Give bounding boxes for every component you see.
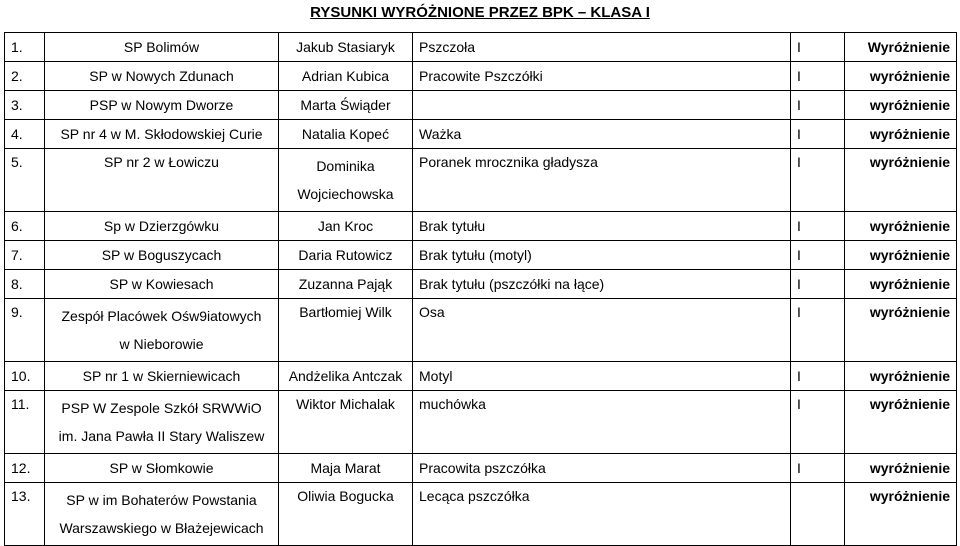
table-row — [5, 62, 957, 91]
class-cell: I — [791, 391, 845, 454]
award-cell: wyróżnienie — [845, 62, 957, 91]
school-cell: SP w Słomkowie — [45, 454, 279, 483]
school-cell: PSP w Nowym Dworze — [45, 91, 279, 120]
class-cell: I — [791, 120, 845, 149]
class-cell: I — [791, 241, 845, 270]
class-cell: I — [791, 454, 845, 483]
school-cell: SP nr 4 w M. Skłodowskiej Curie — [45, 120, 279, 149]
author-cell: Marta Świąder — [279, 91, 413, 120]
table-row — [5, 33, 957, 62]
class-cell: I — [791, 299, 845, 362]
author-cell: Zuzanna Pająk — [279, 270, 413, 299]
awards-table — [4, 32, 957, 546]
school-cell — [45, 391, 279, 454]
author-cell: Bartłomiej Wilk — [279, 299, 413, 362]
school-cell: SP nr 1 w Skierniewicach — [45, 362, 279, 391]
work-title-cell — [413, 91, 791, 120]
table-row — [5, 483, 957, 546]
class-cell: I — [791, 149, 845, 212]
class-cell: I — [791, 91, 845, 120]
author-cell: Wiktor Michalak — [279, 391, 413, 454]
row-number: 2. — [5, 62, 45, 91]
author-line-2: Wojciechowska — [297, 186, 394, 202]
work-title-cell: Lecąca pszczółka — [413, 483, 791, 546]
work-title-cell: Brak tytułu (motyl) — [413, 241, 791, 270]
school-cell — [45, 299, 279, 362]
table-row — [5, 149, 957, 212]
work-title-cell: Brak tytułu (pszczółki na łące) — [413, 270, 791, 299]
school-cell: SP w Kowiesach — [45, 270, 279, 299]
work-title-cell: Brak tytułu — [413, 212, 791, 241]
work-title-cell: Pszczoła — [413, 33, 791, 62]
table-row — [5, 241, 957, 270]
award-cell: wyróżnienie — [845, 270, 957, 299]
class-cell: I — [791, 270, 845, 299]
award-cell: Wyróżnienie — [845, 33, 957, 62]
award-cell: wyróżnienie — [845, 391, 957, 454]
award-cell: wyróżnienie — [845, 454, 957, 483]
author-cell: Daria Rutowicz — [279, 241, 413, 270]
school-line-1: Zespół Placówek Ośw9iatowych — [61, 308, 262, 324]
table-row — [5, 91, 957, 120]
row-number: 10. — [5, 362, 45, 391]
work-title-cell: Motyl — [413, 362, 791, 391]
row-number: 1. — [5, 33, 45, 62]
author-cell: Natalia Kopeć — [279, 120, 413, 149]
row-number: 11. — [5, 391, 45, 454]
school-cell: SP w Nowych Zdunach — [45, 62, 279, 91]
row-number: 13. — [5, 483, 45, 546]
table-row — [5, 391, 957, 454]
table-row — [5, 212, 957, 241]
school-line-1: PSP W Zespole Szkół SRWWiO — [61, 400, 262, 416]
table-row — [5, 362, 957, 391]
row-number: 8. — [5, 270, 45, 299]
class-cell: I — [791, 212, 845, 241]
document-title: RYSUNKI WYRÓŻNIONE PRZEZ BPK – KLASA I — [310, 4, 650, 21]
award-cell: wyróżnienie — [845, 241, 957, 270]
author-cell: Maja Marat — [279, 454, 413, 483]
row-number: 4. — [5, 120, 45, 149]
school-cell: SP nr 2 w Łowiczu — [45, 149, 279, 212]
table-row — [5, 120, 957, 149]
award-cell: wyróżnienie — [845, 91, 957, 120]
work-title-cell: Poranek mrocznika gładysza — [413, 149, 791, 212]
row-number: 5. — [5, 149, 45, 212]
work-title-cell: Osa — [413, 299, 791, 362]
award-cell: wyróżnienie — [845, 120, 957, 149]
row-number: 9. — [5, 299, 45, 362]
award-cell: wyróżnienie — [845, 299, 957, 362]
class-cell: I — [791, 362, 845, 391]
author-cell: Andżelika Antczak — [279, 362, 413, 391]
school-line-1: SP w im Bohaterów Powstania — [66, 492, 257, 508]
author-cell: Jakub Stasiaryk — [279, 33, 413, 62]
row-number: 3. — [5, 91, 45, 120]
author-cell — [279, 149, 413, 212]
school-cell: SP w Boguszycach — [45, 241, 279, 270]
award-cell: wyróżnienie — [845, 483, 957, 546]
class-cell: I — [791, 33, 845, 62]
author-cell: Oliwia Bogucka — [279, 483, 413, 546]
table-row — [5, 270, 957, 299]
school-line-2: Warszawskiego w Błażejewicach — [59, 520, 264, 536]
class-cell — [791, 483, 845, 546]
work-title-cell: Ważka — [413, 120, 791, 149]
award-cell: wyróżnienie — [845, 149, 957, 212]
row-number: 12. — [5, 454, 45, 483]
author-cell: Adrian Kubica — [279, 62, 413, 91]
school-cell — [45, 483, 279, 546]
school-cell: SP Bolimów — [45, 33, 279, 62]
table-row — [5, 454, 957, 483]
work-title-cell: Pracowita pszczółka — [413, 454, 791, 483]
class-cell: I — [791, 62, 845, 91]
school-line-2: w Nieborowie — [119, 336, 204, 352]
author-cell: Jan Kroc — [279, 212, 413, 241]
award-cell: wyróżnienie — [845, 212, 957, 241]
author-line-1: Dominika — [316, 158, 375, 174]
table-row — [5, 299, 957, 362]
work-title-cell: Pracowite Pszczółki — [413, 62, 791, 91]
school-line-2: im. Jana Pawła II Stary Waliszew — [58, 428, 265, 444]
row-number: 6. — [5, 212, 45, 241]
work-title-cell: muchówka — [413, 391, 791, 454]
school-cell: Sp w Dzierzgówku — [45, 212, 279, 241]
row-number: 7. — [5, 241, 45, 270]
award-cell: wyróżnienie — [845, 362, 957, 391]
